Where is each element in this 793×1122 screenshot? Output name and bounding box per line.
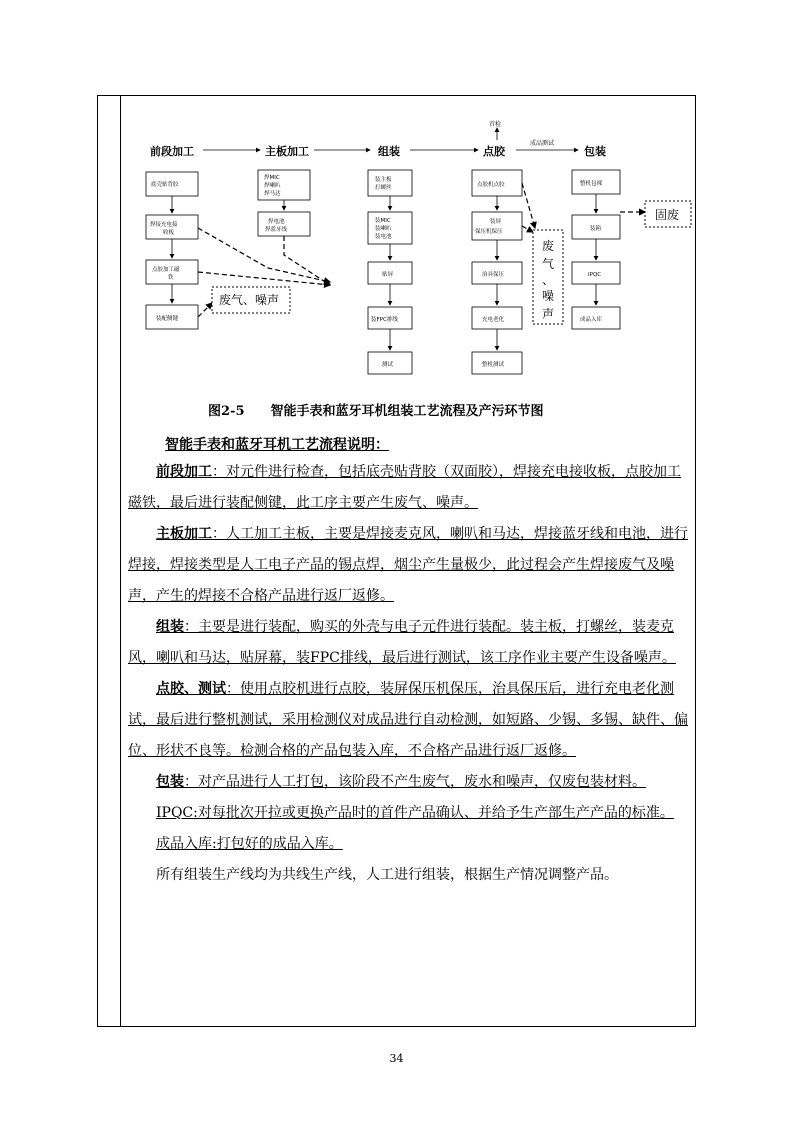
svg-text:、: 、: [542, 273, 555, 287]
svg-text:收板: 收板: [163, 230, 175, 236]
svg-text:装MIC: 装MIC: [375, 218, 391, 224]
svg-text:装箱: 装箱: [590, 226, 602, 232]
stage-4: 点胶: [483, 145, 505, 158]
svg-text:装配侧键: 装配侧键: [156, 316, 179, 322]
figure-caption: 图2-5 智能手表和蓝牙耳机组装工艺流程及产污环节图: [208, 404, 544, 419]
svg-text:点胶加工磁: 点胶加工磁: [152, 267, 180, 273]
body-text: [128, 457, 688, 891]
para-6: IPQC:对每批次开拉或更换产品时的首件产品确认、并给予生产部生产产品的标准。: [156, 805, 674, 821]
waste-box-2: [542, 239, 554, 321]
stage-1: 前段加工: [150, 145, 194, 158]
svg-text:测试: 测试: [382, 362, 394, 368]
svg-text:焊接充电接: 焊接充电接: [150, 222, 178, 228]
para-2: 主板加工：人工加工主板，主要是焊接麦克风，喇叭和马达，焊接蓝牙线和电池，进行焊接，焊接类型是人工电子产品的锡点焊，烟尘产生量极少，此过程会产生焊接废气及噪声，产生的焊接不合格产品进行返厂返修。: [128, 526, 688, 604]
svg-text:气: 气: [542, 257, 555, 271]
stage-2: 主板加工: [265, 145, 309, 158]
stage-5: 包装: [584, 145, 606, 158]
process-flow-diagram: [0, 0, 793, 400]
svg-text:整机测试: 整机测试: [482, 362, 505, 368]
stage-3: 组装: [378, 145, 400, 158]
svg-text:装喇叭: 装喇叭: [375, 226, 392, 232]
svg-text:焊喇叭: 焊喇叭: [264, 183, 281, 189]
svg-text:点胶机点胶: 点胶机点胶: [477, 182, 505, 188]
top-label: 首检: [489, 121, 502, 128]
waste-box-1: 废气、噪声: [219, 293, 280, 307]
svg-text:焊电池: 焊电池: [268, 219, 285, 225]
svg-text:声: 声: [542, 307, 555, 321]
page-number: 34: [389, 1052, 404, 1065]
svg-text:焊MIC: 焊MIC: [264, 175, 280, 181]
para-1: 前段加工：对元件进行检查，包括底壳贴背胶（双面胶），焊接充电接收板，点胶加工磁铁，最后进行装配侧键，此工序主要产生废气、噪声。: [128, 464, 681, 511]
test-label: 成品测试: [530, 140, 555, 147]
svg-text:充电老化: 充电老化: [482, 317, 505, 323]
para-5: 包装：对产品进行人工打包，该阶段不产生废气，废水和噪声，仅废包装材料。: [156, 774, 646, 790]
para-3: 组装：主要是进行装配，购买的外壳与电子元件进行装配。装主板，打螺丝，装麦克风，喇叭和马达，贴屏幕，装FPC排线，最后进行测试，该工序作业主要产生设备噪声。: [128, 619, 676, 666]
svg-text:整机包裸: 整机包裸: [580, 181, 603, 187]
svg-text:打螺丝: 打螺丝: [375, 185, 392, 191]
svg-text:装FPC排线: 装FPC排线: [371, 317, 398, 323]
svg-text:装电池: 装电池: [375, 234, 392, 240]
para-8: 所有组装生产线均为共线生产线，人工进行组装，根据生产情况调整产品。: [156, 867, 618, 883]
svg-text:IPQC: IPQC: [588, 272, 602, 278]
svg-text:焊蓝牙线: 焊蓝牙线: [265, 227, 288, 233]
svg-text:废: 废: [542, 239, 555, 253]
svg-text:成品入库: 成品入库: [580, 317, 603, 323]
svg-text:保压机保压: 保压机保压: [475, 229, 503, 235]
svg-text:装屏: 装屏: [490, 219, 502, 225]
section-subtitle: 智能手表和蓝牙耳机工艺流程说明：: [165, 437, 389, 453]
svg-text:铁: 铁: [168, 275, 174, 281]
svg-text:焊马达: 焊马达: [264, 191, 281, 197]
svg-text:底壳贴背胶: 底壳贴背胶: [151, 182, 179, 188]
para-7: 成品入库:打包好的成品入库。: [156, 836, 343, 852]
para-4: 点胶、测试：使用点胶机进行点胶，装屏保压机保压，治具保压后，进行充电老化测试，最后进行整机测试，采用检测仪对成品进行自动检测，如短路、少锡、多锡、缺件、偏位、形状不良等。检测合格的产品包装入库，不合格产品进行返厂返修。: [128, 681, 688, 759]
svg-text:装主板: 装主板: [375, 177, 392, 183]
svg-text:贴屏: 贴屏: [382, 272, 394, 278]
svg-text:治具保压: 治具保压: [482, 272, 505, 278]
solid-waste-box: 固废: [655, 208, 680, 222]
svg-text:噪: 噪: [542, 289, 555, 303]
